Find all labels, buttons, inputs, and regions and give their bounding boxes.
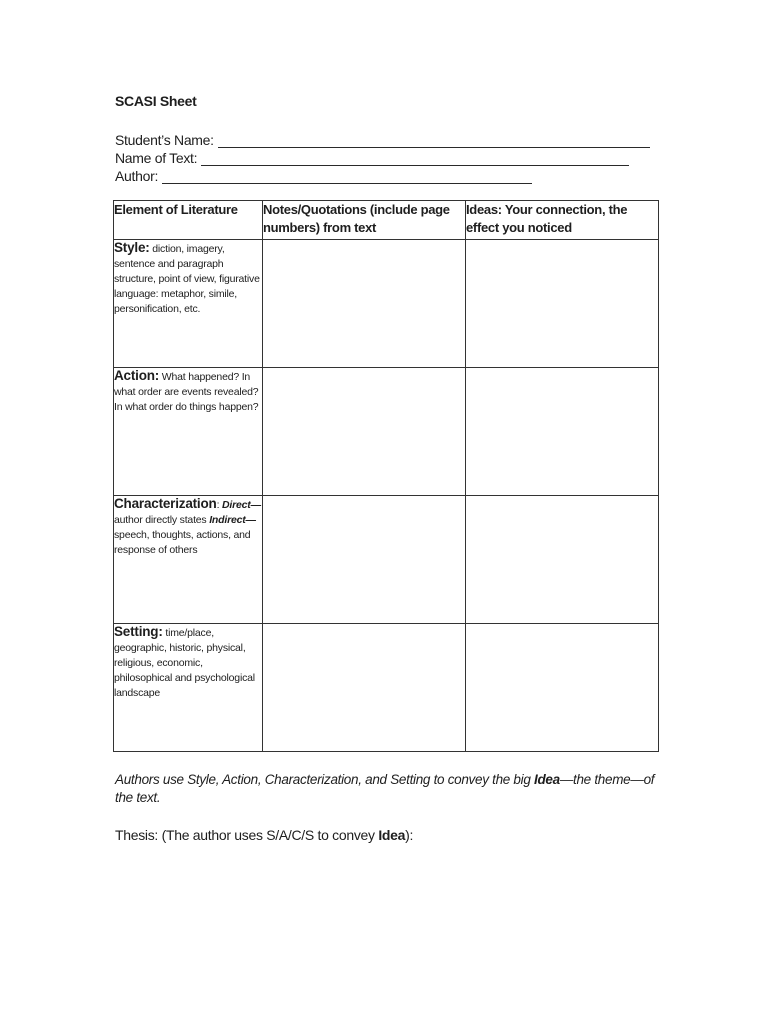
note-text-after: —the theme—of the text. (115, 772, 655, 805)
header-notes: Notes/Quotations (include page numbers) from text (263, 201, 466, 240)
text-name-row (115, 148, 629, 166)
element-cell-style (114, 240, 263, 368)
author-label: Author: (115, 168, 159, 184)
element-name-action: Action: (114, 368, 160, 383)
element-name-characterization: Characterization (114, 496, 217, 511)
element-cell-characterization (114, 496, 263, 624)
text-name-field[interactable] (201, 153, 629, 166)
notes-cell-characterization[interactable] (263, 496, 466, 624)
direct-desc: author directly states (114, 514, 210, 526)
notes-cell-action[interactable] (263, 368, 466, 496)
author-field[interactable] (162, 171, 532, 184)
thesis-text-before: Thesis: (The author uses S/A/C/S to convey (115, 827, 379, 843)
indirect-desc: speech, thoughts, actions, and response of others (114, 529, 251, 556)
student-name-label: Student’s Name: (115, 132, 214, 148)
student-name-row (115, 130, 650, 148)
table-header-row (114, 201, 659, 240)
element-sep-characterization: : (216, 499, 223, 511)
element-cell-action (114, 368, 263, 496)
element-cell-setting (114, 624, 263, 752)
thesis-text-after: ): (405, 827, 414, 843)
table-row-style (114, 240, 659, 368)
element-name-style: Style: (114, 240, 150, 255)
idea-note (115, 771, 675, 807)
thesis-prompt (115, 827, 413, 843)
student-name-field[interactable] (218, 135, 650, 148)
element-desc-style: diction, imagery, sentence and paragraph structure, point of view, figurative language: metaphor, simile, personification, etc. (114, 243, 260, 315)
author-row (115, 166, 532, 184)
element-name-setting: Setting: (114, 624, 163, 639)
note-idea-word: Idea (534, 772, 560, 787)
ideas-cell-characterization[interactable] (466, 496, 659, 624)
ideas-cell-style[interactable] (466, 240, 659, 368)
header-ideas: Ideas: Your connection, the effect you noticed (466, 201, 659, 240)
indirect-label: Indirect— (209, 514, 256, 526)
ideas-cell-action[interactable] (466, 368, 659, 496)
header-element: Element of Literature (114, 201, 263, 240)
notes-cell-setting[interactable] (263, 624, 466, 752)
thesis-idea-word: Idea (378, 827, 406, 843)
notes-cell-style[interactable] (263, 240, 466, 368)
direct-label: Direct— (222, 499, 261, 511)
note-text-before: Authors use Style, Action, Characterization, and Setting to convey the big (115, 772, 534, 787)
table-row-action (114, 368, 659, 496)
element-desc-setting: time/place, geographic, historic, physical, religious, economic, philosophical and psychological landscape (114, 627, 255, 699)
table-row-setting (114, 624, 659, 752)
element-desc-action: What happened? In what order are events revealed? In what order do things happen? (114, 371, 259, 413)
ideas-cell-setting[interactable] (466, 624, 659, 752)
table-row-characterization (114, 496, 659, 624)
page-title: SCASI Sheet (115, 93, 197, 109)
text-name-label: Name of Text: (115, 150, 198, 166)
scasi-table (113, 200, 659, 752)
